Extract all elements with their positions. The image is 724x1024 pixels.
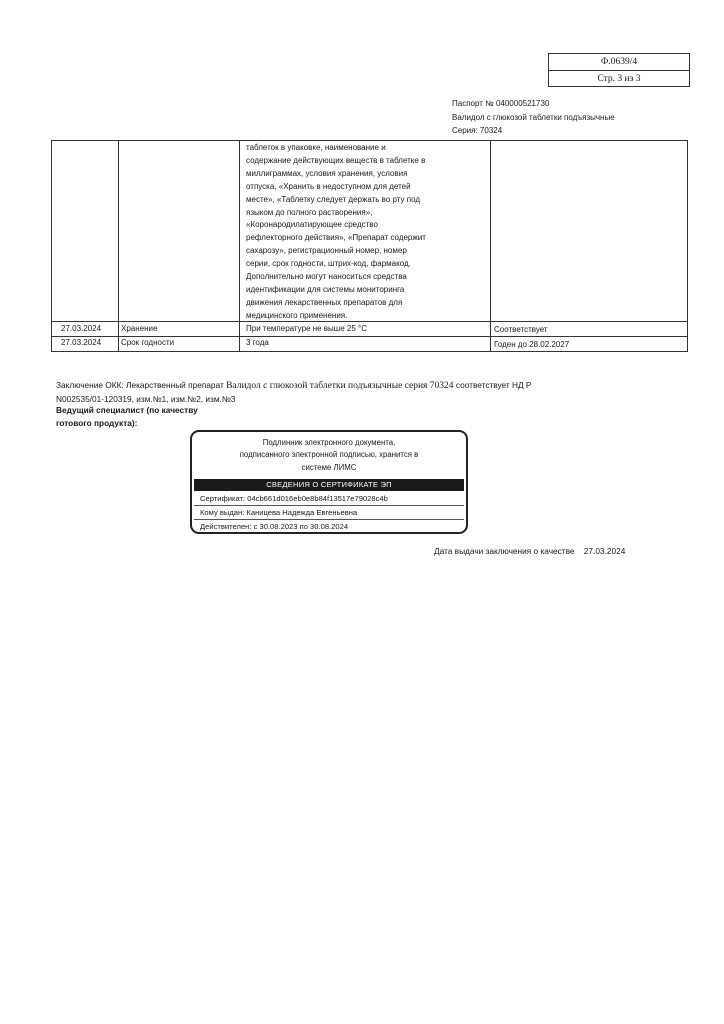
- row-date: 27.03.2024: [61, 324, 102, 333]
- row-indicator: Срок годности: [121, 338, 175, 347]
- row-indicator: Хранение: [121, 324, 158, 333]
- conclusion-normative: N002535/01-120319, изм.№1, изм.№2, изм.№3: [56, 394, 236, 404]
- passport-header: [452, 97, 615, 138]
- column-divider: [490, 141, 491, 351]
- stamp-notice-line: системе ЛИМС: [301, 462, 357, 472]
- certificate-validity: Действителен: с 30.08.2023 по 30.08.2024: [200, 522, 349, 531]
- row-norm: При температуре не выше 25 °С: [246, 324, 367, 333]
- row-result: Годен до 28.02.2027: [494, 340, 570, 349]
- description-line: «Коронародилатирующее средство: [246, 220, 378, 230]
- conclusion-label: Заключение ОКК:: [56, 380, 124, 390]
- form-code: Ф.0639/4: [600, 57, 638, 67]
- test-results-table: [51, 140, 688, 352]
- page-number: Стр. 3 из 3: [549, 70, 689, 87]
- description-line: языком до полного растворения»,: [246, 207, 373, 217]
- stamp-notice: [192, 437, 466, 474]
- row-norm: 3 года: [246, 338, 269, 347]
- packaging-description: [246, 142, 486, 323]
- issue-date-value: 27.03.2024: [583, 546, 626, 556]
- description-line: Дополнительно могут наноситься средства: [246, 272, 407, 282]
- description-line: миллиграммах, условия хранения, условия: [246, 168, 408, 178]
- passport-product: Валидол с глюкозой таблетки подъязычные: [452, 112, 615, 122]
- description-line: идентификации для системы мониторинга: [246, 284, 405, 294]
- conclusion-text: Лекарственный препарат: [126, 380, 224, 390]
- stamp-notice-line: Подлинник электронного документа,: [262, 438, 396, 447]
- specialist-line: Ведущий специалист (по качеству: [56, 405, 198, 415]
- description-line: отпуска, «Хранить в недоступном для детей: [246, 181, 411, 191]
- column-divider: [118, 141, 119, 351]
- description-line: движения лекарственных препаратов для: [246, 297, 403, 307]
- stamp-notice-line: подписанного электронной подписью, хранится в: [239, 450, 419, 460]
- description-line: содержание действующих веществ в таблетке в: [246, 155, 426, 165]
- conclusion-text: соответствует НД Р: [455, 380, 532, 390]
- description-line: таблеток в упаковке, наименование и: [246, 143, 386, 152]
- issue-date-label: Дата выдачи заключения о качестве: [434, 546, 575, 556]
- conclusion-product: Валидол с глюкозой таблетки подъязычные серия 70324: [226, 381, 454, 391]
- form-code-box: [548, 53, 690, 87]
- stamp-divider: [194, 505, 464, 506]
- row-date: 27.03.2024: [61, 338, 102, 347]
- column-divider: [239, 141, 240, 351]
- description-line: серии, срок годности, штрих-код, фармакод.: [246, 259, 411, 269]
- description-line: рефлекторного действия», «Препарат содержит: [246, 233, 426, 243]
- description-line: месте», «Таблетку следует держать во рту под: [246, 194, 421, 204]
- row-result: Соответствует: [494, 325, 548, 334]
- specialist-label: [56, 404, 198, 429]
- qc-conclusion: [56, 379, 616, 406]
- electronic-signature-stamp: [190, 430, 468, 534]
- certificate-id: Сертификат: 04cb661d016eb0e8b84f13517e79028c4b: [200, 494, 388, 503]
- certificate-header: СВЕДЕНИЯ О СЕРТИФИКАТЕ ЭП: [194, 479, 464, 491]
- description-line: сахарозу», регистрационный номер, номер: [246, 246, 407, 256]
- certificate-owner: Кому выдан: Каницева Надежда Евгеньевна: [200, 508, 358, 517]
- stamp-divider: [194, 519, 464, 520]
- description-line: медицинского применения.: [246, 310, 348, 320]
- issue-date: [434, 546, 625, 556]
- passport-number: Паспорт № 040000521730: [452, 99, 550, 108]
- passport-series: Серия: 70324: [452, 126, 503, 135]
- specialist-line: готового продукта):: [56, 417, 138, 428]
